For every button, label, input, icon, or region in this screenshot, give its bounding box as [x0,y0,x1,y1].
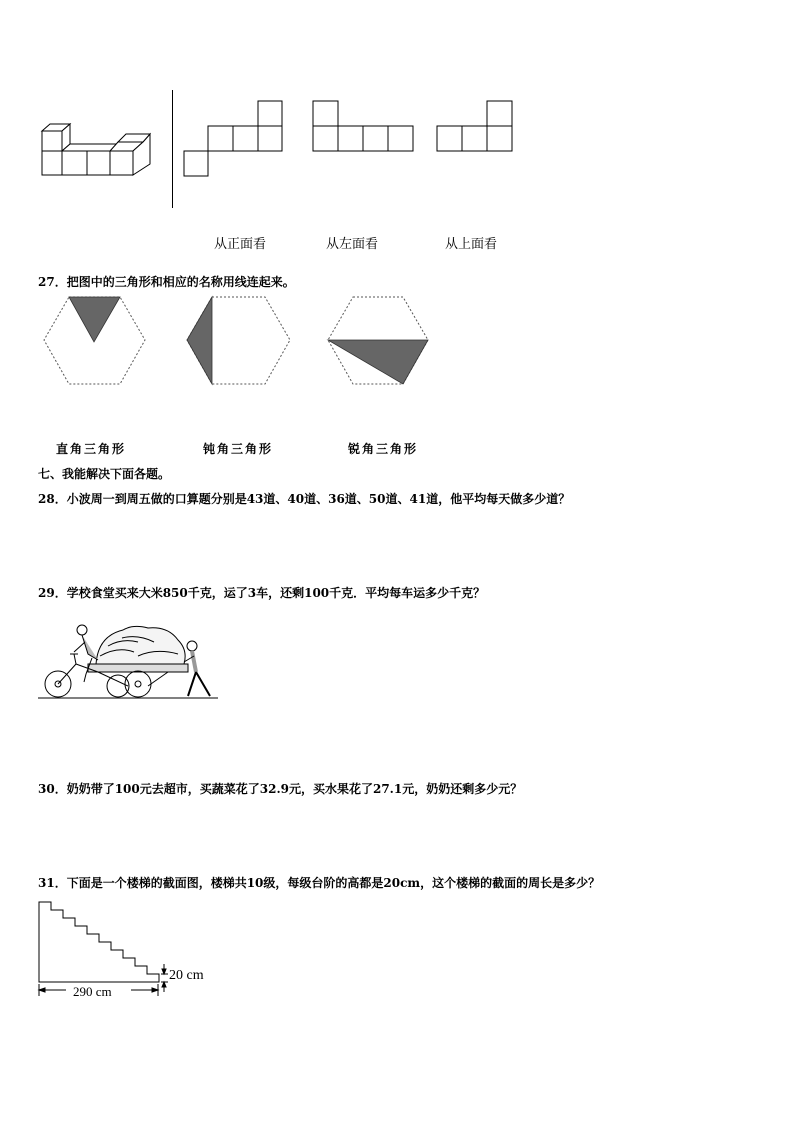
top-view-figure [436,100,514,153]
label-acute-triangle: 锐角三角形 [348,442,419,456]
front-view-label: 从正面看 [214,237,267,252]
top-view-label: 从上面看 [445,237,498,252]
left-view-figure [312,100,414,153]
staircase-height-label: 20 cm [169,968,204,983]
cart-illustration [38,616,218,702]
question-29: 29．学校食堂买来大米850千克，运了3车，还剩100千克．平均每车运多少千克？ [38,586,486,600]
hexagon-right-triangle [43,296,146,386]
cube-solid-figure [40,122,155,182]
question-27: 27．把图中的三角形和相应的名称用线连起来。 [38,275,295,289]
question-31: 31．下面是一个楼梯的截面图，楼梯共10级，每级台阶的高都是20cm，这个楼梯的截面的周长是多少？ [38,876,601,890]
question-28: 28．小波周一到周五做的口算题分别是43道、40道、36道、50道、41道，他平均每天做多少道？ [38,492,571,506]
front-view-figure [183,100,283,178]
divider-line [172,90,173,208]
staircase-width-label: 290 cm [73,984,112,999]
hexagon-acute-triangle [327,296,429,386]
question-30: 30．奶奶带了100元去超市，买蔬菜花了32.9元，买水果花了27.1元，奶奶还剩多少元？ [38,782,523,796]
section-7-heading: 七、我能解决下面各题。 [38,467,171,481]
left-view-label: 从左面看 [326,237,379,252]
label-obtuse-triangle: 钝角三角形 [203,442,274,456]
hexagon-obtuse-triangle [186,296,291,386]
label-right-triangle: 直角三角形 [56,442,127,456]
